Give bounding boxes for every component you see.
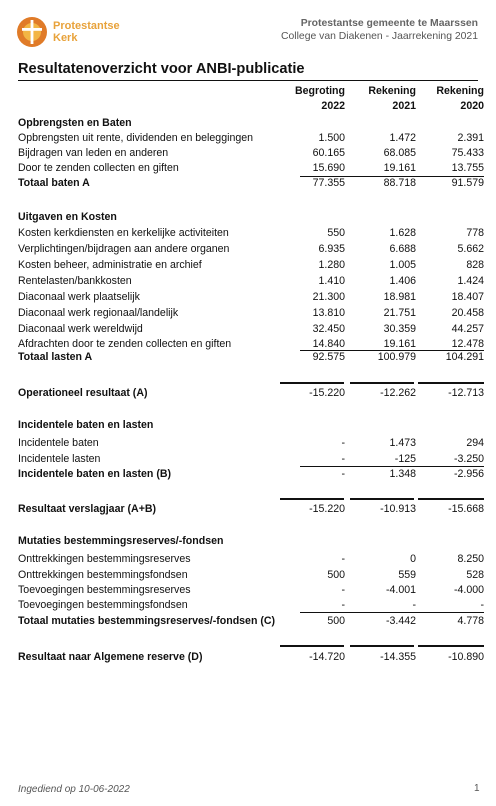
subtotal-rule <box>357 612 421 613</box>
page-title: Resultatenoverzicht voor ANBI-publicatie <box>18 61 305 77</box>
section-heading-incidenteel: Incidentele baten en lasten <box>18 419 154 431</box>
result-rule <box>350 382 414 384</box>
table-row: Toevoegingen bestemmingsreserves - -4.001 -4.000 <box>18 584 484 596</box>
table-row: Toevoegingen bestemmingsfondsen - - - <box>18 599 484 611</box>
submission-date: Ingediend op 10-06-2022 <box>18 784 130 795</box>
result-row-verslagjaar: Resultaat verslagjaar (A+B) -15.220 -10.913 -15.668 <box>18 503 484 515</box>
table-row: Kosten kerkdiensten en kerkelijke activiteiten 550 1.628 778 <box>18 227 484 239</box>
total-row: Totaal baten A 77.355 88.718 91.579 <box>18 177 484 189</box>
table-row: Bijdragen van leden en anderen 60.165 68.085 75.433 <box>18 147 484 159</box>
table-row: Verplichtingen/bijdragen aan andere organen 6.935 6.688 5.662 <box>18 243 484 255</box>
table-row: Diaconaal werk wereldwijd 32.450 30.359 44.257 <box>18 323 484 335</box>
logo <box>16 16 126 50</box>
table-row: Incidentele lasten - -125 -3.250 <box>18 453 484 465</box>
result-rule <box>280 382 344 384</box>
total-row: Totaal mutaties bestemmingsreserves/-fondsen (C) 500 -3.442 4.778 <box>18 615 484 627</box>
table-row: Door te zenden collecten en giften 15.690 19.161 13.755 <box>18 162 484 174</box>
total-row: Incidentele baten en lasten (B) - 1.348 -2.956 <box>18 468 484 480</box>
organization-name: Protestantse gemeente te Maarssen <box>300 18 478 29</box>
table-row: Kosten beheer, administratie en archief 1.280 1.005 828 <box>18 259 484 271</box>
result-rule <box>418 382 484 384</box>
result-row-operationeel: Operationeel resultaat (A) -15.220 -12.262 -12.713 <box>18 387 484 399</box>
subtotal-rule <box>420 612 484 613</box>
page-number: 1 <box>474 783 480 794</box>
section-heading-opbrengsten: Opbrengsten en Baten <box>18 117 132 129</box>
section-heading-uitgaven: Uitgaven en Kosten <box>18 211 117 223</box>
result-rule <box>280 498 344 500</box>
document-header <box>281 17 478 43</box>
table-row: Rentelasten/bankkosten 1.410 1.406 1.424 <box>18 275 484 287</box>
result-rule <box>418 645 484 647</box>
table-row: Opbrengsten uit rente, dividenden en beleggingen 1.500 1.472 2.391 <box>18 132 484 144</box>
result-rule <box>418 498 484 500</box>
subtotal-rule <box>300 612 364 613</box>
logo-line1: Protestantse <box>53 20 120 32</box>
column-header-rekening-2020: Rekening 2020 <box>436 85 484 112</box>
section-heading-mutaties: Mutaties bestemmingsreserves/-fondsen <box>18 535 224 547</box>
logo-line2: Kerk <box>53 32 78 44</box>
title-divider <box>18 80 478 81</box>
result-rule <box>350 498 414 500</box>
result-rule <box>280 645 344 647</box>
table-row: Incidentele baten - 1.473 294 <box>18 437 484 449</box>
total-row: Totaal lasten A 92.575 100.979 104.291 <box>18 351 484 363</box>
table-row: Onttrekkingen bestemmingsfondsen 500 559 528 <box>18 569 484 581</box>
table-row: Diaconaal werk regionaal/landelijk 13.810 21.751 20.458 <box>18 307 484 319</box>
column-header-rekening-2021: Rekening 2021 <box>368 85 416 112</box>
result-rule <box>350 645 414 647</box>
document-subtitle: College van Diakenen - Jaarrekening 2021 <box>281 31 478 42</box>
table-row: Afdrachten door te zenden collecten en giften 14.840 19.161 12.478 <box>18 338 484 350</box>
table-row: Onttrekkingen bestemmingsreserves - 0 8.250 <box>18 553 484 565</box>
church-logo-icon <box>16 16 48 48</box>
column-header-begroting-2022: Begroting 2022 <box>294 85 345 112</box>
table-row: Diaconaal werk plaatselijk 21.300 18.981 18.407 <box>18 291 484 303</box>
result-row-algemene-reserve: Resultaat naar Algemene reserve (D) -14.720 -14.355 -10.890 <box>18 651 484 663</box>
